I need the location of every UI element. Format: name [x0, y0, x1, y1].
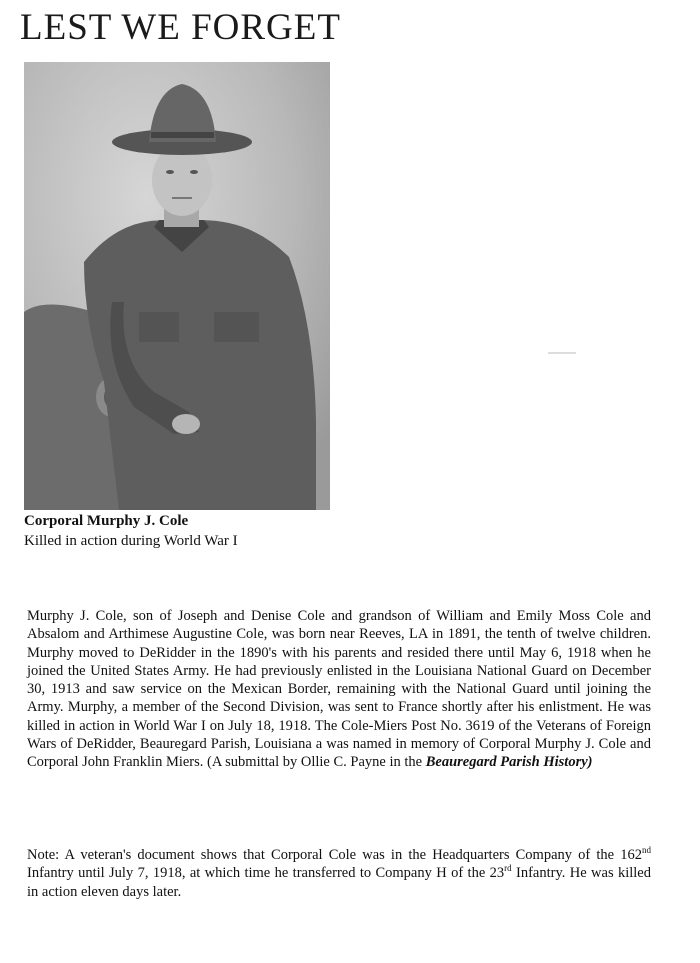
caption-name: Corporal Murphy J. Cole	[24, 513, 189, 529]
note-text-2: Infantry until July 7, 1918, at which time he transferred to Company H of the 23	[27, 865, 505, 882]
biography-paragraph	[27, 607, 651, 772]
caption-subtitle: Killed in action during World War I	[24, 533, 238, 549]
portrait-photo-icon	[24, 62, 330, 510]
note-superscript-2: rd	[504, 863, 512, 874]
note-paragraph	[27, 846, 651, 901]
note-superscript-1: nd	[642, 845, 651, 856]
page-title: LEST WE FORGET	[20, 7, 341, 48]
biography-text: Murphy J. Cole, son of Joseph and Denise Cole and grandson of William and Emily Moss Cole and Absalom and Arthimese Augustine Cole, was born near Reeves, LA in 1891, the tenth of twelve children. Murphy moved to DeRidder in the 1890's with his parents and resided there until May 6, 1918 when he joined the United States Army. He had previously enlisted in the Louisiana National Guard on December 30, 1913 and saw service on the Mexican Border, remaining with the National Guard until joining the Army. Murphy, a member of the Second Division, was sent to France shortly after his enlistment. He was killed in action in World War I on July 18, 1918. The Cole-Miers Post No. 3619 of the Veterans of Foreign Wars of DeRidder, Beauregard Parish, Louisiana a was named in memory of Corporal Murphy J. Cole and Corporal John Franklin Miers. (A submittal by Ollie C. Payne in the	[27, 608, 651, 771]
note-text-1: Note: A veteran's document shows that Corporal Cole was in the Headquarters Company of the 162	[27, 847, 642, 863]
scan-speck	[548, 352, 576, 354]
biography-source: Beauregard Parish History)	[425, 754, 593, 771]
note-text-3: Infantry. He was killed in action eleven days later.	[27, 865, 651, 900]
portrait-photo	[24, 62, 330, 510]
